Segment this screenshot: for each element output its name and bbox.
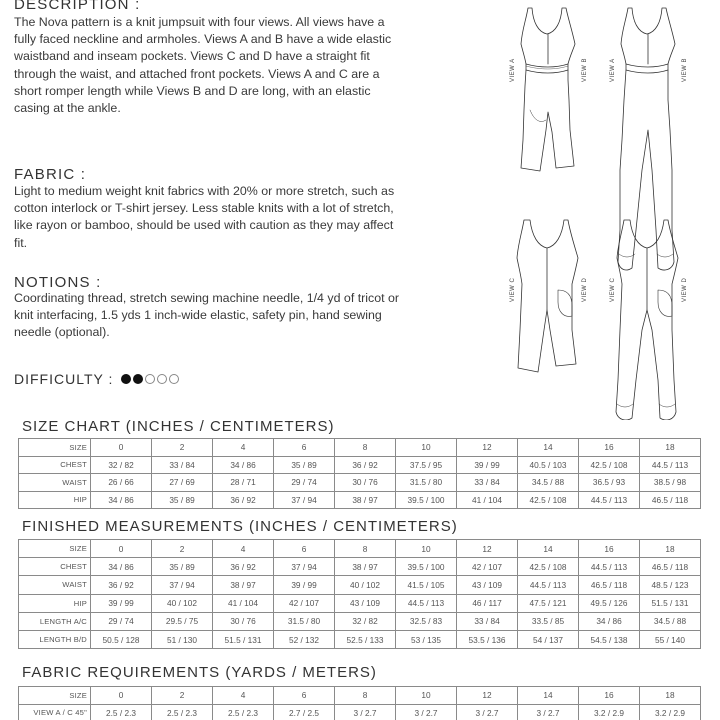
table-cell: 39 / 99 (457, 456, 518, 474)
view-b-label-left: VIEW A (610, 58, 616, 82)
table-row (19, 594, 701, 612)
table-cell: 16 (579, 687, 640, 705)
table-cell: 46.5 / 118 (579, 576, 640, 594)
table-cell: 38 / 97 (335, 491, 396, 509)
table-cell: 2.5 / 2.3 (213, 704, 274, 720)
fabric-text: Light to medium weight knit fabrics with 20% or more stretch, such as cotton interlock or T-shirt jersey. Less stable knits with a lot of stretch, like rayon or bamboo, should be used with caution as they may affect fit. (14, 184, 395, 250)
fabric-requirements-table (18, 686, 701, 720)
table-cell: 51.5 / 131 (640, 594, 701, 612)
table-cell: 46.5 / 118 (640, 491, 701, 509)
table-cell: 35 / 89 (152, 558, 213, 576)
table-cell: 8 (335, 540, 396, 558)
table-cell: 18 (640, 439, 701, 457)
table-cell: 34 / 86 (579, 612, 640, 630)
table-cell: 39 / 99 (91, 594, 152, 612)
description-heading: DESCRIPTION : (14, 0, 141, 13)
view-b-label: VIEW B (582, 57, 588, 82)
table-cell: 37.5 / 95 (396, 456, 457, 474)
table-cell: 42.5 / 108 (579, 456, 640, 474)
table-cell: 41.5 / 105 (396, 576, 457, 594)
table-cell: 33 / 84 (152, 456, 213, 474)
table-cell: 40 / 102 (152, 594, 213, 612)
table-header-row (19, 540, 701, 558)
view-b-label-right: VIEW B (682, 57, 688, 82)
table-cell: 6 (274, 687, 335, 705)
table-cell: 34.5 / 88 (640, 612, 701, 630)
table-cell: 36 / 92 (213, 491, 274, 509)
table-cell: 2.5 / 2.3 (152, 704, 213, 720)
view-c-label: VIEW C (510, 277, 516, 302)
table-cell: 18 (640, 687, 701, 705)
table-cell: 10 (396, 687, 457, 705)
table-cell: 16 (579, 439, 640, 457)
table-cell: 4 (213, 540, 274, 558)
table-cell: 53 / 135 (396, 630, 457, 648)
table-cell: 52 / 132 (274, 630, 335, 648)
table-cell: 33 / 84 (457, 612, 518, 630)
table-cell: 2 (152, 540, 213, 558)
table-cell: 39.5 / 100 (396, 558, 457, 576)
table-cell: 44.5 / 113 (579, 491, 640, 509)
table-cell: 3.2 / 2.9 (579, 704, 640, 720)
view-d-label: VIEW D (582, 277, 588, 302)
table-cell: 32 / 82 (335, 612, 396, 630)
table-cell: 8 (335, 439, 396, 457)
difficulty-dots (121, 374, 179, 384)
table-cell: 30 / 76 (213, 612, 274, 630)
table-cell: 42.5 / 108 (518, 558, 579, 576)
size-chart-title: SIZE CHART (INCHES / CENTIMETERS) (22, 418, 335, 435)
table-cell: 44.5 / 113 (579, 558, 640, 576)
table-cell: 26 / 66 (91, 474, 152, 492)
fabric-heading: FABRIC : (14, 166, 87, 183)
table-cell: 43 / 109 (457, 576, 518, 594)
table-cell: 14 (518, 439, 579, 457)
table-cell: 48.5 / 123 (640, 576, 701, 594)
table-cell: 31.5 / 80 (274, 612, 335, 630)
jumpsuit-illustrations (490, 0, 720, 420)
table-cell: 41 / 104 (457, 491, 518, 509)
table-cell: 36 / 92 (213, 558, 274, 576)
table-cell: 4 (213, 439, 274, 457)
table-cell: 53.5 / 136 (457, 630, 518, 648)
table-cell: 37 / 94 (274, 491, 335, 509)
table-cell: 2 (152, 687, 213, 705)
finished-measurements-table (18, 539, 701, 649)
row-label-cell: LENGTH B/D (19, 630, 91, 648)
table-cell: 41 / 104 (213, 594, 274, 612)
table-cell: 54.5 / 138 (579, 630, 640, 648)
table-cell: 47.5 / 121 (518, 594, 579, 612)
table-cell: 32 / 82 (91, 456, 152, 474)
table-cell: 55 / 140 (640, 630, 701, 648)
table-cell: 16 (579, 540, 640, 558)
notions-text: Coordinating thread, stretch sewing machine needle, 1/4 yd of tricot or knit interfacing, 1.5 yds 1 inch-wide elastic, safety pin, hand sewing needle (optional). (14, 291, 400, 340)
difficulty-dot-filled (121, 374, 131, 384)
table-row (19, 474, 701, 492)
table-cell: 51 / 130 (152, 630, 213, 648)
table-cell: 38 / 97 (335, 558, 396, 576)
table-cell: 39.5 / 100 (396, 491, 457, 509)
description-text: The Nova pattern is a knit jumpsuit with four views. All views have a fully faced neckline and armholes. Views A and B have a wide elastic waistband and inseam pockets. Views C and D have a straight fit through the waist, and attached front pockets. Views A and C are a short romper length while Views B and D are long, with an elastic casing at the ankle. (14, 15, 392, 116)
row-label-cell: WAIST (19, 576, 91, 594)
table-cell: 6 (274, 439, 335, 457)
table-cell: 38.5 / 98 (640, 474, 701, 492)
table-row (19, 612, 701, 630)
row-label-cell: WAIST (19, 474, 91, 492)
table-cell: 35 / 89 (152, 491, 213, 509)
table-cell: 46 / 117 (457, 594, 518, 612)
difficulty-dot-filled (133, 374, 143, 384)
table-row (19, 558, 701, 576)
table-cell: 3 / 2.7 (518, 704, 579, 720)
table-cell: 10 (396, 540, 457, 558)
table-cell: 2 (152, 439, 213, 457)
table-cell: 0 (91, 439, 152, 457)
row-label-cell: LENGTH A/C (19, 612, 91, 630)
finished-measurements-title: FINISHED MEASUREMENTS (INCHES / CENTIMETERS) (22, 518, 458, 535)
table-cell: 42 / 107 (274, 594, 335, 612)
table-cell: 34.5 / 88 (518, 474, 579, 492)
view-c-label-right: VIEW C (610, 277, 616, 302)
table-cell: 33 / 84 (457, 474, 518, 492)
table-cell: 36 / 92 (335, 456, 396, 474)
fabric-requirements-title: FABRIC REQUIREMENTS (YARDS / METERS) (22, 664, 377, 681)
table-cell: 35 / 89 (274, 456, 335, 474)
difficulty-dot-empty (157, 374, 167, 384)
table-cell: 39 / 99 (274, 576, 335, 594)
table-cell: 0 (91, 687, 152, 705)
table-cell: 3 / 2.7 (396, 704, 457, 720)
table-cell: 44.5 / 113 (518, 576, 579, 594)
table-cell: 31.5 / 80 (396, 474, 457, 492)
row-label-cell: SIZE (19, 687, 91, 705)
table-cell: 40 / 102 (335, 576, 396, 594)
row-label-cell: CHEST (19, 558, 91, 576)
table-cell: 32.5 / 83 (396, 612, 457, 630)
table-cell: 38 / 97 (213, 576, 274, 594)
difficulty-dot-empty (169, 374, 179, 384)
table-cell: 37 / 94 (152, 576, 213, 594)
table-cell: 3 / 2.7 (335, 704, 396, 720)
difficulty-rating (14, 371, 179, 387)
row-label-cell: HIP (19, 491, 91, 509)
table-cell: 3.2 / 2.9 (640, 704, 701, 720)
table-cell: 12 (457, 687, 518, 705)
row-label-cell: VIEW A / C 45" (19, 704, 91, 720)
table-cell: 2.5 / 2.3 (91, 704, 152, 720)
table-cell: 0 (91, 540, 152, 558)
table-cell: 50.5 / 128 (91, 630, 152, 648)
table-cell: 54 / 137 (518, 630, 579, 648)
table-cell: 34 / 86 (91, 558, 152, 576)
table-cell: 12 (457, 439, 518, 457)
table-cell: 8 (335, 687, 396, 705)
difficulty-dot-empty (145, 374, 155, 384)
table-row (19, 491, 701, 509)
table-cell: 51.5 / 131 (213, 630, 274, 648)
view-d-illustration (616, 220, 678, 420)
row-label-cell: SIZE (19, 540, 91, 558)
table-cell: 14 (518, 540, 579, 558)
table-cell: 12 (457, 540, 518, 558)
view-b-illustration (618, 8, 675, 270)
table-cell: 52.5 / 133 (335, 630, 396, 648)
table-cell: 44.5 / 113 (640, 456, 701, 474)
row-label-cell: CHEST (19, 456, 91, 474)
row-label-cell: SIZE (19, 439, 91, 457)
table-cell: 34 / 86 (91, 491, 152, 509)
table-header-row (19, 687, 701, 705)
table-cell: 49.5 / 126 (579, 594, 640, 612)
table-cell: 43 / 109 (335, 594, 396, 612)
size-chart-table (18, 438, 701, 509)
table-cell: 46.5 / 118 (640, 558, 701, 576)
table-cell: 29 / 74 (91, 612, 152, 630)
row-label-cell: HIP (19, 594, 91, 612)
table-cell: 36.5 / 93 (579, 474, 640, 492)
table-cell: 29.5 / 75 (152, 612, 213, 630)
notions-heading: NOTIONS : (14, 274, 102, 291)
table-cell: 28 / 71 (213, 474, 274, 492)
difficulty-label: DIFFICULTY : (14, 371, 114, 387)
table-cell: 14 (518, 687, 579, 705)
view-a-label: VIEW A (510, 58, 516, 82)
table-row (19, 630, 701, 648)
table-row (19, 456, 701, 474)
view-c-illustration (517, 220, 578, 372)
table-cell: 42 / 107 (457, 558, 518, 576)
table-cell: 10 (396, 439, 457, 457)
table-row (19, 576, 701, 594)
table-cell: 44.5 / 113 (396, 594, 457, 612)
table-cell: 30 / 76 (335, 474, 396, 492)
table-cell: 6 (274, 540, 335, 558)
table-cell: 33.5 / 85 (518, 612, 579, 630)
table-cell: 3 / 2.7 (457, 704, 518, 720)
table-cell: 18 (640, 540, 701, 558)
table-cell: 34 / 86 (213, 456, 274, 474)
table-cell: 4 (213, 687, 274, 705)
table-cell: 36 / 92 (91, 576, 152, 594)
table-cell: 37 / 94 (274, 558, 335, 576)
view-a-illustration (521, 8, 575, 171)
table-cell: 42.5 / 108 (518, 491, 579, 509)
table-header-row (19, 439, 701, 457)
table-cell: 27 / 69 (152, 474, 213, 492)
table-row (19, 704, 701, 720)
view-d-label-right: VIEW D (682, 277, 688, 302)
table-cell: 2.7 / 2.5 (274, 704, 335, 720)
table-cell: 29 / 74 (274, 474, 335, 492)
table-cell: 40.5 / 103 (518, 456, 579, 474)
